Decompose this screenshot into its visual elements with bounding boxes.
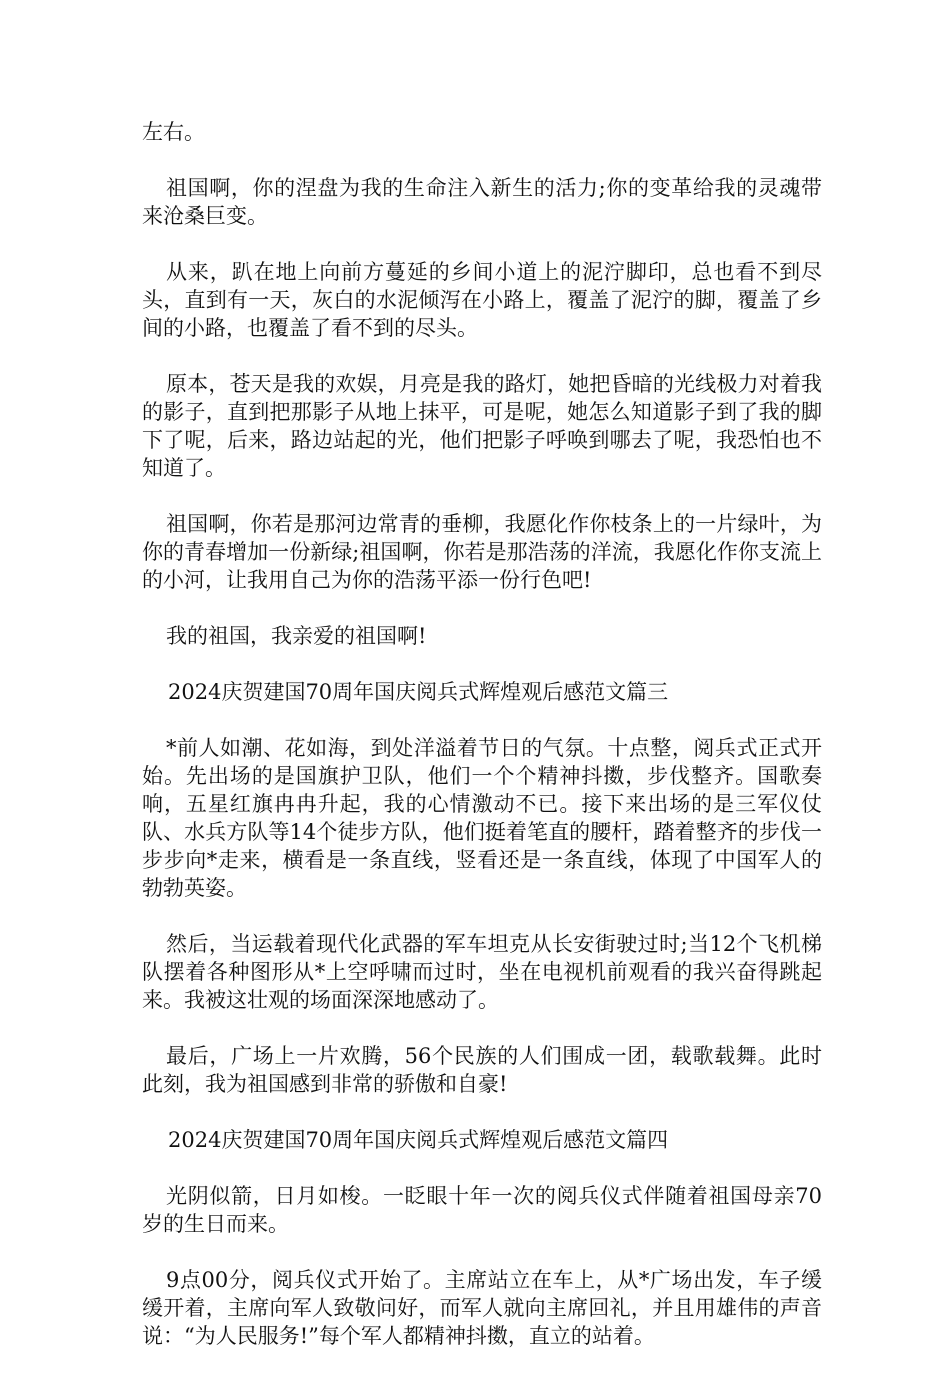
- paragraph: 原本，苍天是我的欢娱，月亮是我的路灯，她把昏暗的光线极力对着我的影子，直到把那影子从地上抹平，可是呢，她怎么知道影子到了我的脚下了呢，后来，路边站起的光，他们把影子呼唤到哪去了呢，我恐怕也不知道了。: [142, 372, 822, 480]
- section-heading: 2024庆贺建国70周年国庆阅兵式辉煌观后感范文篇三: [168, 680, 669, 704]
- paragraph: 光阴似箭，日月如梭。一眨眼十年一次的阅兵仪式伴随着祖国母亲70岁的生日而来。: [142, 1184, 822, 1236]
- paragraph: 祖国啊，你的涅盘为我的生命注入新生的活力;你的变革给我的灵魂带来沧桑巨变。: [142, 176, 822, 228]
- document-page: [142, 118, 822, 1378]
- paragraph: 我的祖国，我亲爱的祖国啊!: [166, 624, 427, 648]
- paragraph: 9点00分，阅兵仪式开始了。主席站立在车上，从*广场出发，车子缓缓开着，主席向军人致敬问好，而军人就向主席回礼，并且用雄伟的声音说：“为人民服务!”每个军人都精神抖擞，直立的站着。: [142, 1268, 822, 1348]
- section-heading: 2024庆贺建国70周年国庆阅兵式辉煌观后感范文篇四: [168, 1128, 669, 1152]
- paragraph: 左右。: [142, 120, 205, 144]
- paragraph: 然后，当运载着现代化武器的军车坦克从长安街驶过时;当12个飞机梯队摆着各种图形从*上空呼啸而过时，坐在电视机前观看的我兴奋得跳起来。我被这壮观的场面深深地感动了。: [142, 932, 822, 1012]
- paragraph: 最后，广场上一片欢腾，56个民族的人们围成一团，载歌载舞。此时此刻，我为祖国感到非常的骄傲和自豪!: [142, 1044, 822, 1096]
- paragraph: *前人如潮、花如海，到处洋溢着节日的气氛。十点整，阅兵式正式开始。先出场的是国旗护卫队，他们一个个精神抖擞，步伐整齐。国歌奏响，五星红旗冉冉升起，我的心情激动不已。接下来出场的是三军仪仗队、水兵方队等14个徒步方队，他们挺着笔直的腰杆，踏着整齐的步伐一步步向*走来，横看是一条直线，竖看还是一条直线，体现了中国军人的勃勃英姿。: [142, 736, 822, 900]
- paragraph: 祖国啊，你若是那河边常青的垂柳，我愿化作你枝条上的一片绿叶，为你的青春增加一份新绿;祖国啊，你若是那浩荡的洋流，我愿化作你支流上的小河，让我用自己为你的浩荡平添一份行色吧!: [142, 512, 822, 592]
- paragraph: 从来，趴在地上向前方蔓延的乡间小道上的泥泞脚印，总也看不到尽头，直到有一天，灰白的水泥倾泻在小路上，覆盖了泥泞的脚，覆盖了乡间的小路，也覆盖了看不到的尽头。: [142, 260, 822, 340]
